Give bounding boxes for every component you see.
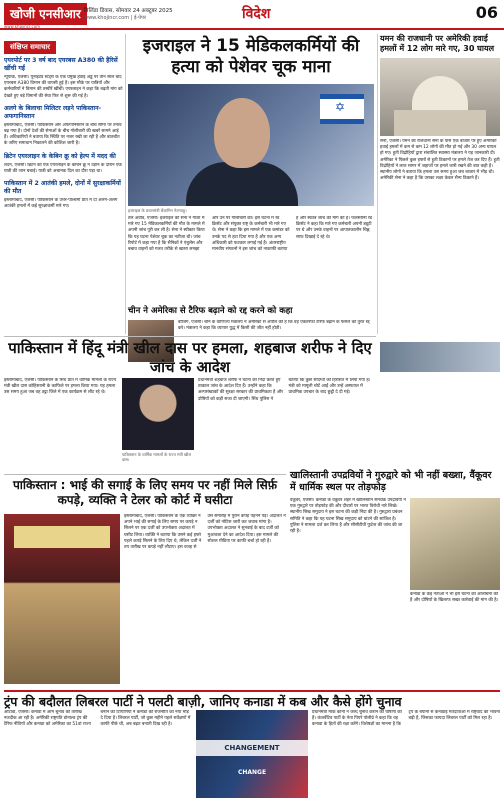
main-story-photo [128,84,374,206]
photo-dome-shape [412,76,468,112]
yemen-photo [380,58,500,136]
yemen-story [380,34,500,369]
china-body: बीजिंग, एजेंसी। चीन के वाणिज्य मंत्रालय ने अमेरिका से अपील की है कि वह एकतरफा टैरिफ बढ़ाने के फैसले को तुरंत रद्द करे। मंत्रालय ने कहा कि व्यापार युद्ध में किसी की जीत नहीं होती। [178,320,370,332]
pak-minister-body-a: इस्लामाबाद, एजेंसी। पाकिस्तान के सिंध प्रांत में धार्मिक मामलों के राज्य मंत्री खील दास कोहिस्तानी के काफिले पर हमला किया गया। यह हमला उस समय हुआ जब वह ठट्टा जिले में एक कार्यक्रम से लौट रहे थे। [4,378,117,396]
photo-figure-face [214,98,270,168]
photo-figure-suit [186,162,298,206]
tailor-shop-photo [4,514,120,684]
column-divider [125,34,126,334]
brief-item[interactable] [4,57,124,100]
main-story-body: तेल अवीव, एजेंसी। इजराइल की सेना ने गाजा में मारे गए 15 मेडिकलकर्मियों की मौत के मामले में अपनी जांच पूरी कर ली है। सेना ने स्वीकार किया कि यह घटना पेशेवर चूक का नतीजा थी। जांच रिपोर्ट में कहा गया है कि सैनिकों ने एंबुलेंस और बचाव वाहनों को गलत तरीके से खतरा समझा और उन पर गोलीबारी की। इस घटना में रेड क्रिसेंट और संयुक्त राष्ट्र के कर्मचारी भी मारे गए थे। सेना ने कहा कि इस मामले में एक कमांडर को उनके पद से हटा दिया गया है और एक अन्य अधिकारी को फटकार लगाई गई है। अंतरराष्ट्रीय मानवीय संगठनों ने इस जांच को नाकाफी बताया है और स्वतंत्र जांच की मांग की है। फलस्तीनी रेड क्रिसेंट ने कहा कि मारे गए कर्मचारी अपनी ड्यूटी पर थे और उनके वाहनों पर आपातकालीन चिह्न साफ दिखाई दे रहे थे। [128,216,373,253]
pak-minister-headline[interactable]: पाकिस्तान में हिंदू मंत्री खील दास पर हमला, शहबाज शरीफ ने दिए जांच के आदेश [4,336,376,377]
page-number: 06 [475,3,498,22]
brief-body: न्यूयॉर्क, एजेंसी। यूनाइटेड स्टेट्स के एक प्रमुख हवाई अड्डे पर तीन साल बाद एयरबस A380 विमान की वापसी हुई है। इस मौके पर यात्रियों और कर्मचारियों ने विमान की तस्वीरें खींचीं। एयरलाइन ने कहा कि बढ़ती मांग को देखते हुए बड़े विमानों की सेवा फिर से शुरू की गई है। [4,75,123,99]
brief-body: इस्लामाबाद, एजेंसी। पाकिस्तान और अफगानिस्तान के बीच सीमा पर तनाव बढ़ गया है। दोनों देशों की सेनाओं के बीच गोलीबारी की खबरें सामने आई हैं। अधिकारियों ने बताया कि स्थिति पर नजर रखी जा रही है और बातचीत के जरिए समाधान निकालने की कोशिश जारी है। [4,122,122,147]
column-divider [377,34,378,334]
canada-body-b: प्रधानमंत्री मार्क कार्नी ने जल्द चुनाव कराने की घोषणा की है। कंजर्वेटिव पार्टी के नेता पियरे पोलीव्रे ने कहा कि वह कनाडा के हितों की रक्षा करेंगे। विशेषज्ञों का मानना है कि ट्रंप के बयानों से कनाडाई मतदाताओं में राष्ट्रवाद की भावना बढ़ी है, जिसका फायदा लिबरल पार्टी को मिल रहा है। [312,710,500,728]
yemen-body: सना, एजेंसी। यमन की राजधानी सना के पास एक बाजार पर हुए अमेरिकी हवाई हमलों में कम से कम 12 लोगों की मौत हो गई और 30 अन्य घायल हो गए। हूती विद्रोहियों द्वारा संचालित स्वास्थ्य मंत्रालय ने यह जानकारी दी। अमेरिका ने पिछले कुछ हफ्तों से हूती ठिकानों पर हमले तेज कर दिए हैं। हूती विद्रोहियों ने लाल सागर में जहाजों पर हमले जारी रखने की बात कही है। स्थानीय लोगों ने बताया कि हमला उस समय हुआ जब बाजार में भीड़ थी। अमेरिकी सेना ने कहा है कि उसका लक्ष्य केवल सैन्य ठिकाने हैं। [380,139,500,182]
briefs-tag: संक्षिप्त समाचार [4,41,56,54]
masthead [0,0,504,30]
pak-minister-photo [122,378,194,450]
briefs-column [4,34,124,366]
shop-sign-shape [14,526,110,548]
brief-headline[interactable]: अलगे के बिलाचा मिलिटर लड़ने पाकिस्तान-अफगानिस्तान [4,104,102,120]
tailor-body: इस्लामाबाद, एजेंसी। पाकिस्तान के एक व्यक्ति ने अपने भाई की सगाई के लिए समय पर कपड़े न सिलने पर एक दर्जी को उपभोक्ता अदालत में घसीट लिया। व्यक्ति ने बताया कि उसने कई हफ्ते पहले कपड़े सिलने के लिए दिए थे, लेकिन दर्जी ने तय तारीख पर कपड़े नहीं लौटाए। इस वजह से उसे समारोह में पुराने कपड़े पहनने पड़े। अदालत ने दर्जी को नोटिस जारी कर जवाब मांगा है। उपभोक्ता अदालत ने सुनवाई के बाद दर्जी को मुआवजा देने का आदेश दिया। इस मामले की सोशल मीडिया पर काफी चर्चा हो रही है। [124,514,286,551]
issue-date: बिलिंडा डिवास, सोमवार 24 अक्टूबर 2025 [84,8,173,14]
photo-banner-text-2: CHANGE [237,769,267,776]
side-strip-photo [380,342,500,372]
pak-minister-caption: पाकिस्तान के धार्मिक मामलों के राज्य मंत्री खील दास। [122,452,192,462]
khalistan-body-b: कनाडा के कई नेताओं ने भी इस घटना की आलोचना की है और दोषियों के खिलाफ सख्त कार्रवाई की मांग की है। [410,592,499,604]
issue-site: www.khojincr.com | ई-पेपर [84,15,146,21]
canada-photo [196,710,308,798]
canada-body-a: ओटावा, एजेंसी। कनाडा में आम चुनाव की तारीख नजदीक आ रही है। अमेरिकी राष्ट्रपति डोनाल्ड ट्रंप की टैरिफ नीतियों और कनाडा को अमेरिका का 51वां राज्य बनाने की टिप्पणियों ने कनाडा की राजनीति को नया मोड़ दे दिया है। लिबरल पार्टी, जो कुछ महीने पहले सर्वेक्षणों में काफी पीछे थी, अब बढ़त बनाती दिख रही है। [4,710,191,728]
brand-logo[interactable]: खोजी एनसीआर [4,3,87,25]
khalistan-headline[interactable]: खालिस्तानी उपद्रवियों ने गुरुद्वारे को भी नहीं बख्शा, वैंकूवर में धार्मिक स्थल पर तोड़फोड़ [290,470,492,493]
brief-item[interactable] [4,105,124,148]
main-photo-caption: इजराइल के प्रधानमंत्री बेंजामिन नेतन्याहू। [128,208,187,213]
brief-headline[interactable]: एयरपोर्ट पर 3 वर्ष बाद एयरबस A380 की हैरिसें खींची गईं [4,57,118,72]
khalistan-body-a: वैंकूवर, एजेंसी। कनाडा के वैंकूवर शहर में खालिस्तान समर्थक उपद्रवियों ने एक गुरुद्वारे पर तोड़फोड़ की और दीवारों पर भारत विरोधी नारे लिखे। स्थानीय सिख समुदाय ने इस घटना की कड़ी निंदा की है। गुरुद्वारा प्रबंधन समिति ने कहा कि यह घटना सिख समुदाय को बांटने की साजिश है। पुलिस ने मामला दर्ज कर लिया है और सीसीटीवी फुटेज की जांच की जा रही है। [290,498,406,535]
khalistan-photo [410,498,500,590]
main-headline[interactable]: इजराइल ने 15 मेडिकलकर्मियों की हत्या को पेशेवर चूक माना [142,36,360,77]
china-headline[interactable]: चीन ने अमेरिका से टैरिफ बढ़ाने को रद्द करने को कहा [128,306,293,316]
brand-subline: www.khojincr.com [4,24,41,29]
brief-headline[interactable]: ब्रिटेन एयरलाइन के केबिन क्रू को हेल्प में मदद की [4,152,116,160]
brief-body: लंदन, एजेंसी। ब्रिटेन की एक एयरलाइन के केबिन क्रू ने उड़ान के दौरान एक यात्री की जान बचाई। यात्री को अचानक दिल का दौरा पड़ा था। [4,162,122,174]
brief-body: इस्लामाबाद, एजेंसी। पाकिस्तान के उत्तर-पश्चिमी प्रांत में दो अलग-अलग आतंकी हमलों में कई सुरक्षाकर्मी मारे गए। [4,198,118,210]
photo-building-shape [394,110,486,136]
section-title: विदेश [242,6,271,22]
brief-item[interactable] [4,153,124,175]
israel-flag-icon [320,94,364,124]
brief-headline[interactable]: पाकिस्तान में 2 आतंकी हमले, दोनों में सुरक्षाकर्मियों की मौत [4,180,121,196]
pak-minister-body-b: प्रधानमंत्री शहबाज शरीफ ने घटना की निंदा करते हुए तत्काल जांच के आदेश दिए हैं। उन्होंने कहा कि अल्पसंख्यकों की सुरक्षा सरकार की प्राथमिकता है और दोषियों को कड़ी सजा दी जाएगी। सिंध पुलिस ने बताया कि कुछ संदिग्धों को हिरासत में लिया गया है। मंत्री को मामूली चोटें आईं और उन्हें अस्पताल में प्राथमिक उपचार के बाद छुट्टी दे दी गई। [198,378,371,402]
canada-election-headline[interactable]: ट्रंप की बदौलत लिबरल पार्टी ने पलटी बाज़ी, जानिए कनाडा में कब और कैसे होंगे चुनाव [4,690,500,709]
yemen-headline[interactable]: यमन की राजधानी पर अमेरिकी हवाई हमलों में 12 लोग मारे गए, 30 घायल [380,34,495,53]
photo-banner-text: CHANGEMENT [196,740,308,756]
brief-item[interactable] [4,180,124,210]
tailor-headline[interactable]: पाकिस्तान : भाई की सगाई के लिए समय पर नहीं मिले सिर्फ़ कपड़े, व्यक्ति ने टेलर को कोर्ट में घसीटा [4,474,286,508]
